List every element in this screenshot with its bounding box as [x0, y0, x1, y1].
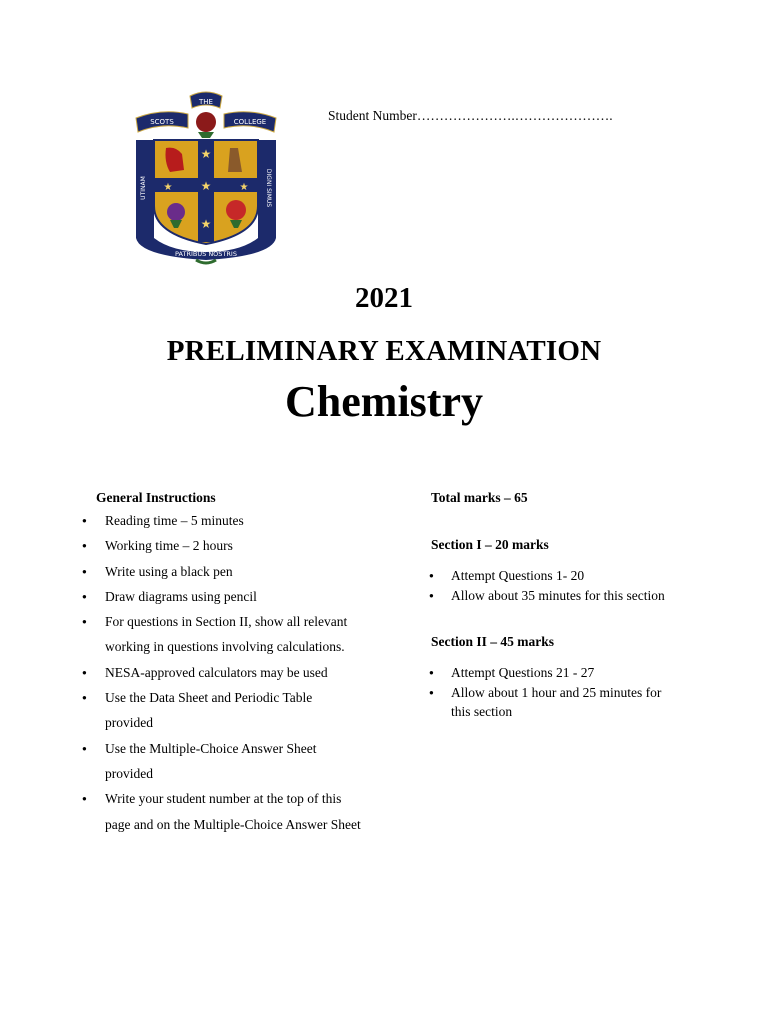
svg-text:DIGNI SIMUS: DIGNI SIMUS	[265, 168, 272, 208]
svg-text:★: ★	[200, 179, 212, 193]
svg-text:★: ★	[239, 182, 249, 193]
instruction-line: provided	[105, 765, 153, 781]
svg-text:★: ★	[163, 182, 173, 193]
instruction-line: Use the Data Sheet and Periodic Table	[105, 690, 313, 706]
total-marks: Total marks – 65	[431, 490, 528, 505]
subject-title: Chemistry	[285, 377, 483, 426]
instruction-line: page and on the Multiple-Choice Answer Sheet	[105, 816, 361, 832]
svg-text:PATRIBUS NOSTRIS: PATRIBUS NOSTRIS	[175, 250, 237, 258]
section-2-line: Allow about 1 hour and 25 minutes for	[451, 684, 662, 700]
exam-title: PRELIMINARY EXAMINATION	[166, 335, 602, 367]
student-number-field[interactable]: Student Number………………….………………….	[328, 108, 613, 123]
instruction-item	[82, 786, 412, 837]
section-2-line: this section	[451, 704, 513, 720]
instruction-line: Write your student number at the top of this	[105, 791, 342, 807]
section-1-item: ● Allow about 35 minutes for this section	[429, 586, 709, 606]
general-instructions-list	[82, 508, 412, 837]
section-2-list	[429, 663, 709, 722]
instruction-line: working in questions involving calculations.	[105, 639, 345, 655]
school-crest-logo	[132, 88, 280, 268]
svg-text:★: ★	[200, 147, 212, 161]
instruction-line: For questions in Section II, show all relevant	[105, 614, 348, 630]
instruction-item: ● Reading time – 5 minutes	[82, 508, 412, 533]
exam-year: 2021	[355, 282, 413, 314]
section-2-item	[429, 683, 709, 722]
section-1-heading: Section I – 20 marks	[431, 537, 549, 552]
svg-text:COLLEGE: COLLEGE	[233, 118, 267, 126]
section-1-list	[429, 566, 709, 605]
instruction-item: ● Write using a black pen	[82, 559, 412, 584]
instruction-item	[82, 685, 412, 736]
svg-text:UTINAM: UTINAM	[140, 176, 147, 200]
section-2-item: ● Attempt Questions 21 - 27	[429, 663, 709, 683]
instruction-item: ● Working time – 2 hours	[82, 533, 412, 558]
instruction-item	[82, 609, 412, 660]
section-1-item: ● Attempt Questions 1- 20	[429, 566, 709, 586]
svg-text:★: ★	[200, 217, 212, 231]
svg-text:THE: THE	[199, 98, 213, 106]
svg-text:SCOTS: SCOTS	[150, 118, 174, 126]
instruction-item	[82, 736, 412, 787]
instruction-line: Use the Multiple-Choice Answer Sheet	[105, 740, 317, 756]
section-2-heading: Section II – 45 marks	[431, 634, 555, 649]
general-instructions-heading: General Instructions	[96, 490, 216, 505]
instruction-line: provided	[105, 715, 153, 731]
instruction-item: ● Draw diagrams using pencil	[82, 584, 412, 609]
instruction-item: ● NESA-approved calculators may be used	[82, 660, 412, 685]
